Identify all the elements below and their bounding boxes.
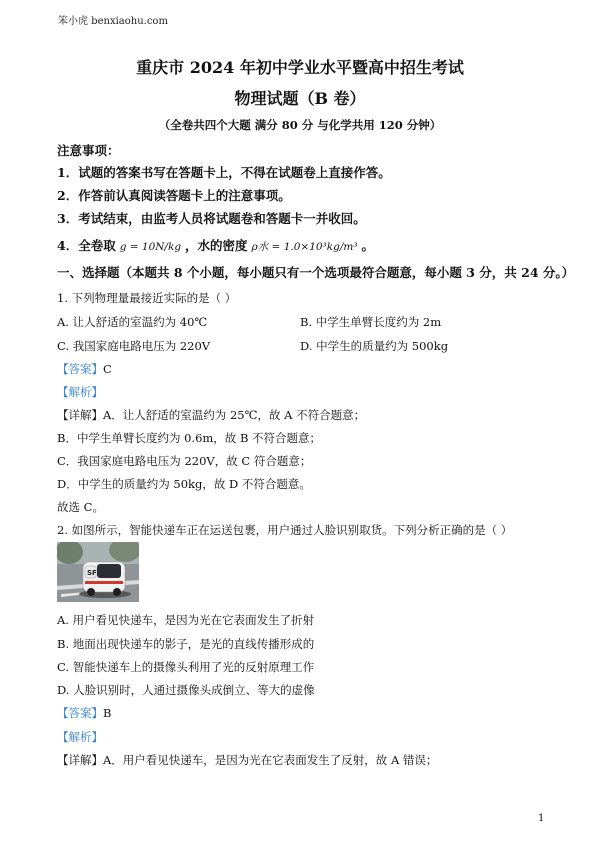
q1-answer [57,361,112,377]
exam-subject-title: 物理试题（B 卷） [234,89,366,108]
q1-detail-4: D．中学生的质量约为 50kg，故 D 不符合题意。 [57,477,311,491]
vehicle-logo-text: SF [87,569,97,577]
q1-detail-1 [57,407,365,423]
q1-option-a: A. 让人舒适的室温约为 40℃ [57,315,208,329]
q1-stem: 1. 下列物理量最接近实际的是（ ） [57,291,237,305]
q2-option-c: C. 智能快递车上的摄像头利用了光的反射原理工作 [57,660,315,674]
q1-conclusion: 故选 C。 [57,500,104,514]
q1-detail-tag: 【详解】 [57,408,103,422]
q1-option-d: D. 中学生的质量约为 500kg [300,339,449,353]
q2-detail-1-text: A．用户看见快递车，是因为光在它表面发生了反射，故 A 错误； [103,753,438,767]
q2-analysis-tag: 【解析】 [57,730,103,744]
q1-detail-1-text: A．让人舒适的室温约为 25℃，故 A 不符合题意； [103,408,366,422]
note-4-mid: ，水的密度 [185,238,248,253]
q2-option-b: B. 地面出现快递车的影子，是光的直线传播形成的 [57,637,315,651]
note-1: 1．试题的答案书写在答题卡上，不得在试题卷上直接作答。 [57,165,391,180]
page-number: 1 [538,813,545,824]
q2-detail-1 [57,752,437,768]
note-4-gravity-formula: g = 10N/kg [119,241,182,253]
q2-answer-value: B [103,706,112,720]
notes-heading: 注意事项： [57,143,120,158]
note-4-density-formula: ρ水 = 1.0×10³kg/m³ [251,241,358,253]
exam-title: 重庆市 2024 年初中学业水平暨高中招生考试 [136,58,464,77]
site-header: 笨小虎 benxiaohu.com [58,16,168,27]
note-4 [57,236,374,254]
q1-analysis-tag: 【解析】 [57,385,103,399]
q2-stem: 2. 如图所示，智能快递车正在运送包裹，用户通过人脸识别取货。下列分析正确的是（ ） [57,523,513,537]
delivery-vehicle-photo [57,542,139,602]
delivery-vehicle-photo-svg [57,542,139,602]
q1-detail-2: B．中学生单臂长度约为 0.6m，故 B 不符合题意； [57,431,322,445]
q1-option-b: B. 中学生单臂长度约为 2m [300,315,442,329]
q1-option-c: C. 我国家庭电路电压为 220V [57,339,211,353]
q2-answer [57,705,111,721]
note-4-prefix: 4．全卷取 [57,238,116,253]
q2-option-d: D. 人脸识别时，人通过摄像头成倒立、等大的虚像 [57,683,315,697]
q1-answer-tag: 【答案】 [57,362,103,376]
note-3: 3．考试结束，由监考人员将试题卷和答题卡一并收回。 [57,211,366,226]
q2-detail-tag: 【详解】 [57,753,103,767]
section-1-heading: 一、选择题（本题共 8 个小题，每小题只有一个选项最符合题意，每小题 3 分，共 24 分。） [57,265,575,280]
note-4-end: 。 [361,238,375,253]
q1-answer-value: C [103,362,112,376]
q2-answer-tag: 【答案】 [57,706,103,720]
note-2: 2．作答前认真阅读答题卡上的注意事项。 [57,188,291,203]
q1-detail-3: C．我国家庭电路电压为 220V，故 C 符合题意； [57,454,312,468]
exam-subtitle: （全卷共四个大题 满分 80 分 与化学共用 120 分钟） [158,118,442,132]
q2-option-a: A. 用户看见快递车，是因为光在它表面发生了折射 [57,613,315,627]
